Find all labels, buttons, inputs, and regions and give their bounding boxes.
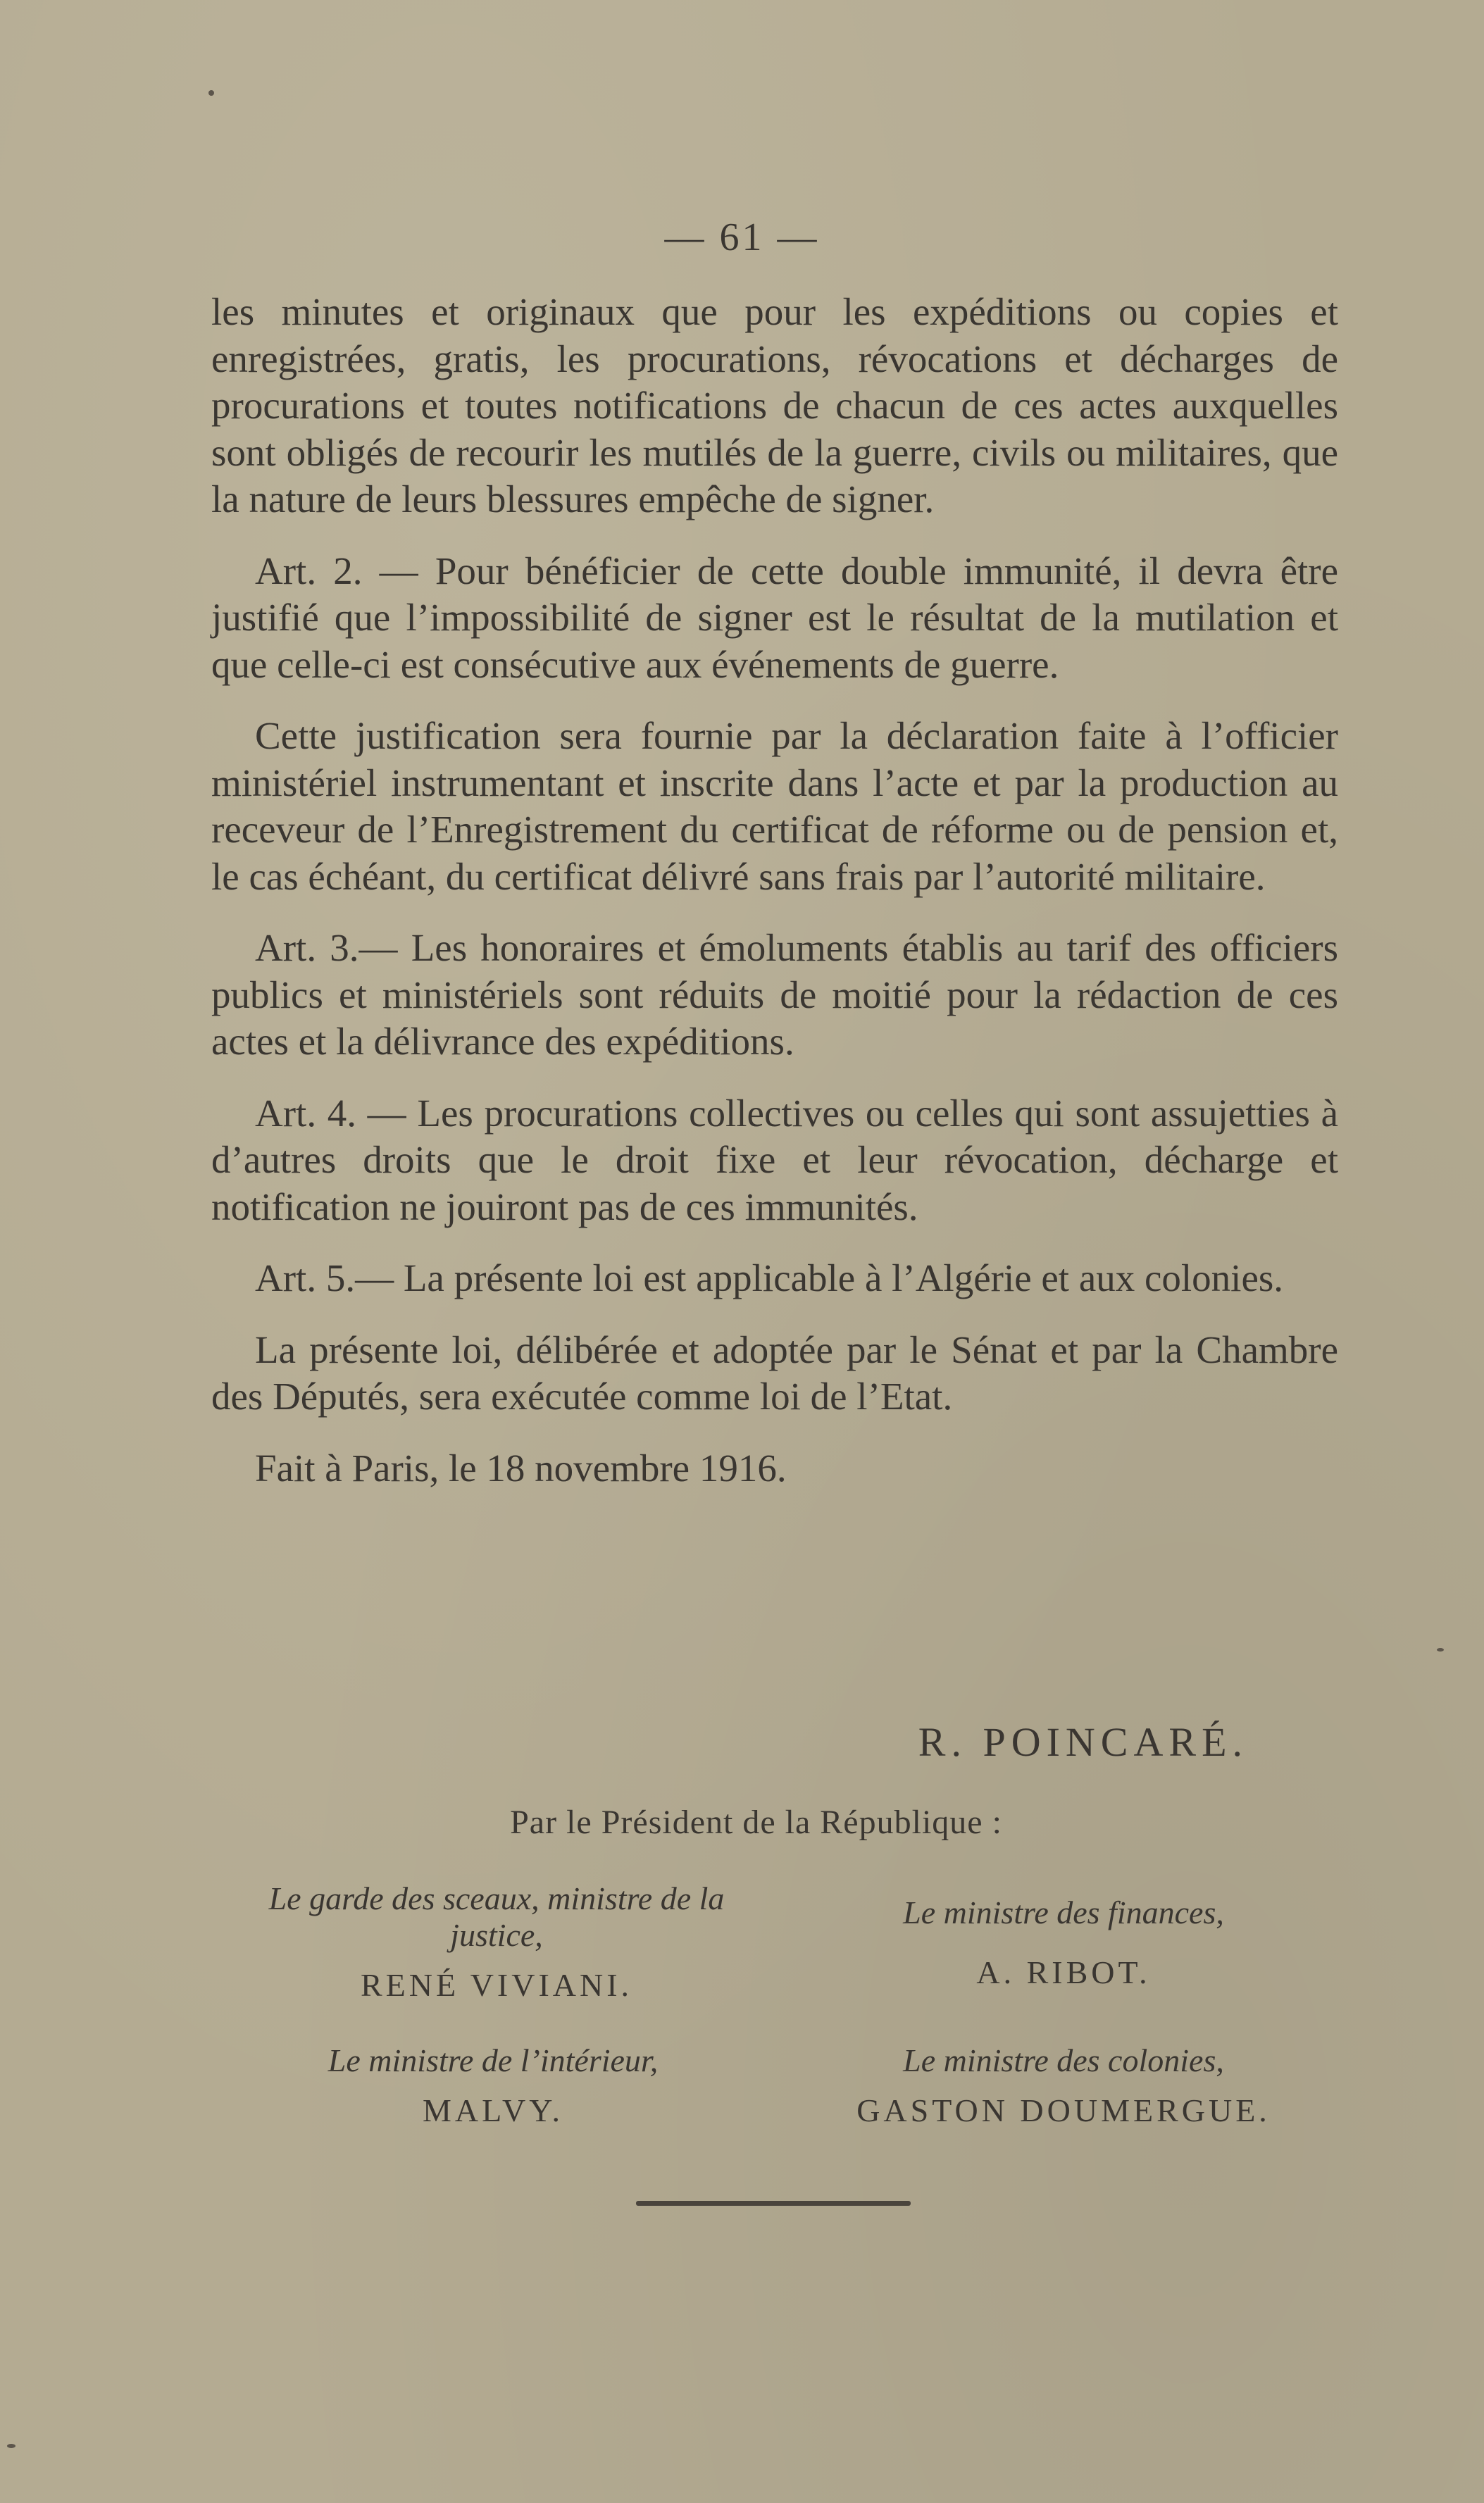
- paragraph-date: Fait à Paris, le 18 novembre 1916.: [255, 1446, 787, 1490]
- minister-interieur-role: Le ministre de l’intérieur,: [328, 2042, 659, 2078]
- paragraph-article-5: Art. 5.— La présente loi est applicable à l’Algérie et aux colonies.: [255, 1256, 1284, 1299]
- minister-colonies-role: Le ministre des colonies,: [903, 2042, 1224, 2078]
- minister-finances-name: A. RIBOT.: [976, 1954, 1151, 1990]
- paragraph-article-3: Art. 3.— Les honoraires et émoluments établis au tarif des officiers publics et ministériels sont réduits de moitié pour la rédaction de ces actes et la délivrance des expéditions.: [211, 926, 1338, 1063]
- minister-justice: [225, 1880, 768, 2004]
- minister-interieur: [261, 2042, 725, 2129]
- minister-finances-role: Le ministre des finances,: [903, 1895, 1224, 1930]
- paragraph-continuation: les minutes et originaux que pour les expéditions ou copies et enregistrées, gratis, les procurations, révocations et décharges de procurations et toutes notifications de chacun de ces actes auxquelles sont obligés de recourir les mutilés de la guerre, civils ou militaires, que la nature de leurs blessures empêche de signer.: [211, 290, 1338, 520]
- minister-interieur-name: MALVY.: [422, 2092, 563, 2128]
- paragraph-article-2: Art. 2. — Pour bénéficier de cette double immunité, il devra être justifié que l’impossibilité de signer est le résultat de la mutilation et que celle-ci est consécutive aux événements de guerre.: [211, 549, 1338, 686]
- paper-speck: [208, 90, 214, 96]
- minister-justice-role: Le garde des sceaux, ministre de la justice,: [268, 1880, 725, 1953]
- paragraph-justification: Cette justification sera fournie par la déclaration faite à l’officier ministériel instrumentant et inscrite dans l’acte et par la production au receveur de l’Enregistrement du certificat de réforme ou de pension et, le cas échéant, du certificat délivré sans frais par l’autorité militaire.: [211, 714, 1338, 898]
- minister-colonies-name: GASTON DOUMERGUE.: [856, 2092, 1271, 2128]
- by-president-line: Par le Président de la République :: [510, 1804, 1002, 1841]
- paragraph-article-4: Art. 4. — Les procurations collectives ou celles qui sont assujetties à d’autres droits que le droit fixe et leur révocation, décharge et notification ne jouiront pas de ces immunités.: [211, 1091, 1338, 1228]
- minister-finances: [845, 1895, 1282, 1991]
- page-number: — 61 —: [664, 216, 820, 259]
- law-text: [211, 289, 1338, 1516]
- president-signature: R. POINCARÉ.: [918, 1719, 1248, 1765]
- closing-rule: [636, 2201, 911, 2206]
- paper-speck: [7, 2444, 15, 2448]
- paragraph-enactment: La présente loi, délibérée et adoptée par le Sénat et par la Chambre des Députés, sera exécutée comme loi de l’Etat.: [211, 1328, 1338, 1418]
- minister-justice-name: RENÉ VIVIANI.: [360, 1967, 633, 2003]
- minister-colonies: [845, 2042, 1282, 2129]
- paper-speck: [1437, 1648, 1444, 1652]
